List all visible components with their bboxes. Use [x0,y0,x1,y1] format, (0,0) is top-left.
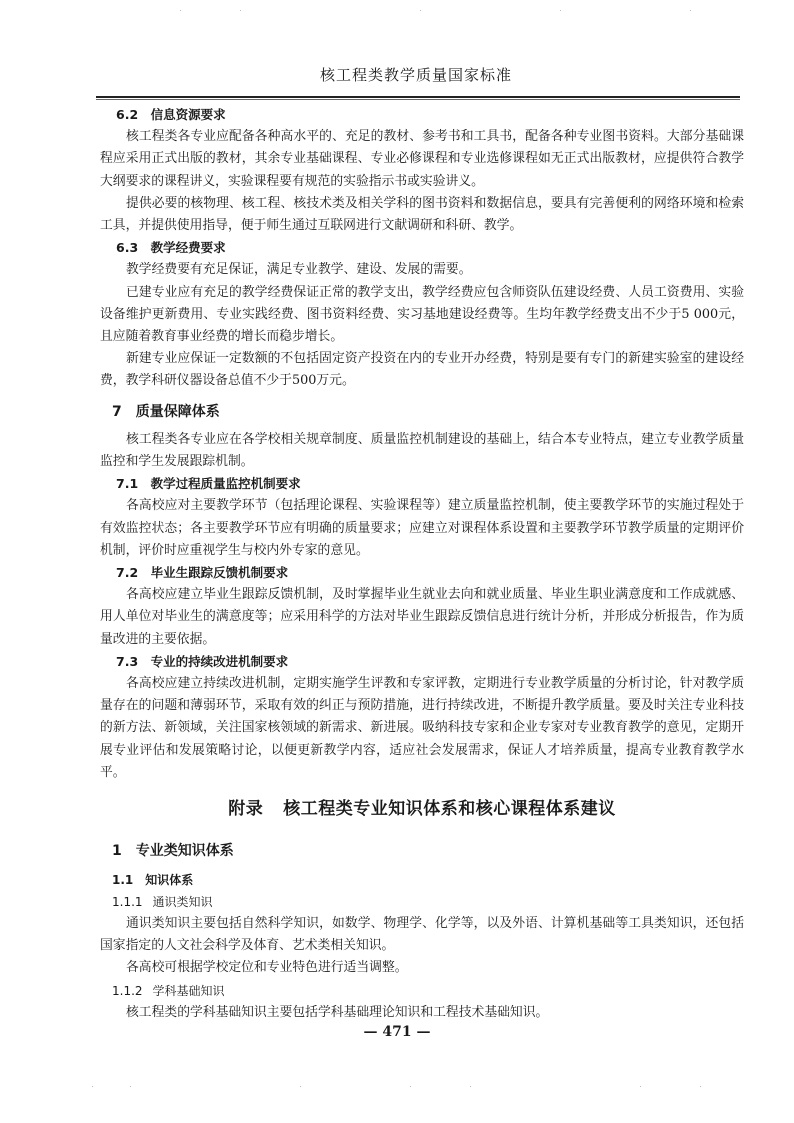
heading-text: 学科基础知识 [152,983,225,998]
section-heading-7-1: 7.1 教学过程质量监控机制要求 [116,476,301,492]
paragraph: 各高校应建立持续改进机制，定期实施学生评教和专家评教，定期进行专业教学质量的分析讨论，针对教学质量存在的问题和薄弱环节，采取有效的纠正与预防措施，进行持续改进，不断提升教学质量。要及时关注专业科技的新方法、新领域，关注国家核领域的新需求、新进展。吸纳科技专家和企业专家对专业教育教学的意见，定期开展专业评估和发展策略讨论，以便更新教学内容，适应社会发展需求，保证人才培养质量，提高专业教育教学水平。 [100,676,744,780]
paragraph: 提供必要的核物理、核工程、核技术类及相关学科的图书资料和数据信息，要具有完善便利的网络环境和检索工具，并提供使用指导，便于师生通过互联网进行文献调研和科研、教学。 [100,195,744,234]
heading-number: 1.1.2 [112,983,143,998]
section-heading-6-2: 6.2 信息资源要求 [116,107,226,122]
paragraph: 核工程类各专业应配备各种高水平的、充足的教材、参考书和工具书，配备各种专业图书资料。大部分基础课程应采用正式出版的教材，其余专业基础课程、专业必修课程和专业选修课程如无正式出版教材，应提供符合教学大纲要求的课程讲义，实验课程要有规范的实验指示书或实验讲义。 [100,129,744,189]
appendix-heading-1-1-2 [100,980,744,1002]
appendix-label: 附录 [228,799,264,820]
paragraph: 通识类知识主要包括自然科学知识，如数学、物理学、化学等，以及外语、计算机基础等工具类知识，还包括国家指定的人文社会科学及体育、艺术类相关知识。 [100,915,744,954]
header-rule [96,96,740,98]
heading-text: 通识类知识 [152,894,213,909]
paragraph: 各高校应建立毕业生跟踪反馈机制，及时掌握毕业生就业去向和就业质量、毕业生职业满意度和工作成就感、用人单位对毕业生的满意度等；应采用科学的方法对毕业生跟踪反馈信息进行统计分析，并形成分析报告，作为质量改进的主要依据。 [100,587,744,647]
section-heading-7-3: 7.3 专业的持续改进机制要求 [116,653,289,669]
page-number: — 471 — [363,1024,431,1040]
appendix-title-text: 核工程类专业知识体系和核心课程体系建议 [283,799,616,820]
appendix-heading-1: 1 专业类知识体系 [112,843,234,860]
running-header: 核工程类教学质量国家标准 [319,66,512,84]
appendix-heading-1-1-1 [100,891,744,913]
appendix-title [100,798,744,820]
header-rule-thin [96,99,740,100]
paragraph: 已建专业应有充足的教学经费保证正常的教学支出，教学经费应包含师资队伍建设经费、人员工资费用、实验设备维护更新费用、专业实践经费、图书资料经费、实习基地建设经费等。生均年教学经费支出不少于5 000元，且应随着教育事业经费的增长而稳步增长。 [100,284,744,345]
page-body [100,104,744,1024]
paragraph: 各高校应对主要教学环节（包括理论课程、实验课程等）建立质量监控机制，使主要教学环节的实施过程处于有效监控状态；各主要教学环节应有明确的质量要求；应建立对课程体系设置和主要教学环节教学质量的定期评价机制，评价时应重视学生与校内外专家的意见。 [100,498,744,558]
paragraph: 核工程类各专业应在各学校相关规章制度、质量监控机制建设的基础上，结合本专业特点，建立专业教学质量监控和学生发展跟踪机制。 [100,431,744,470]
scan-noise-top [0,10,794,16]
scan-noise-bottom [0,1086,794,1092]
paragraph: 核工程类的学科基础知识主要包括学科基础理论知识和工程技术基础知识。 [126,1004,549,1020]
paragraph: 新建专业应保证一定数额的不包括固定资产投资在内的专业开办经费，特别是要有专门的新建实验室的建设经费，教学科研仪器设备总值不少于500万元。 [100,351,744,389]
paragraph: 教学经费要有充足保证，满足专业教学、建设、发展的需要。 [126,262,472,278]
section-heading-7-2: 7.2 毕业生跟踪反馈机制要求 [116,565,289,581]
heading-number: 1.1.1 [112,894,143,909]
section-heading-7: 7 质量保障体系 [112,403,220,420]
section-heading-6-3: 6.3 教学经费要求 [116,240,226,256]
paragraph: 各高校可根据学校定位和专业特色进行适当调整。 [126,960,408,976]
appendix-heading-1-1: 1.1 知识体系 [112,872,194,887]
